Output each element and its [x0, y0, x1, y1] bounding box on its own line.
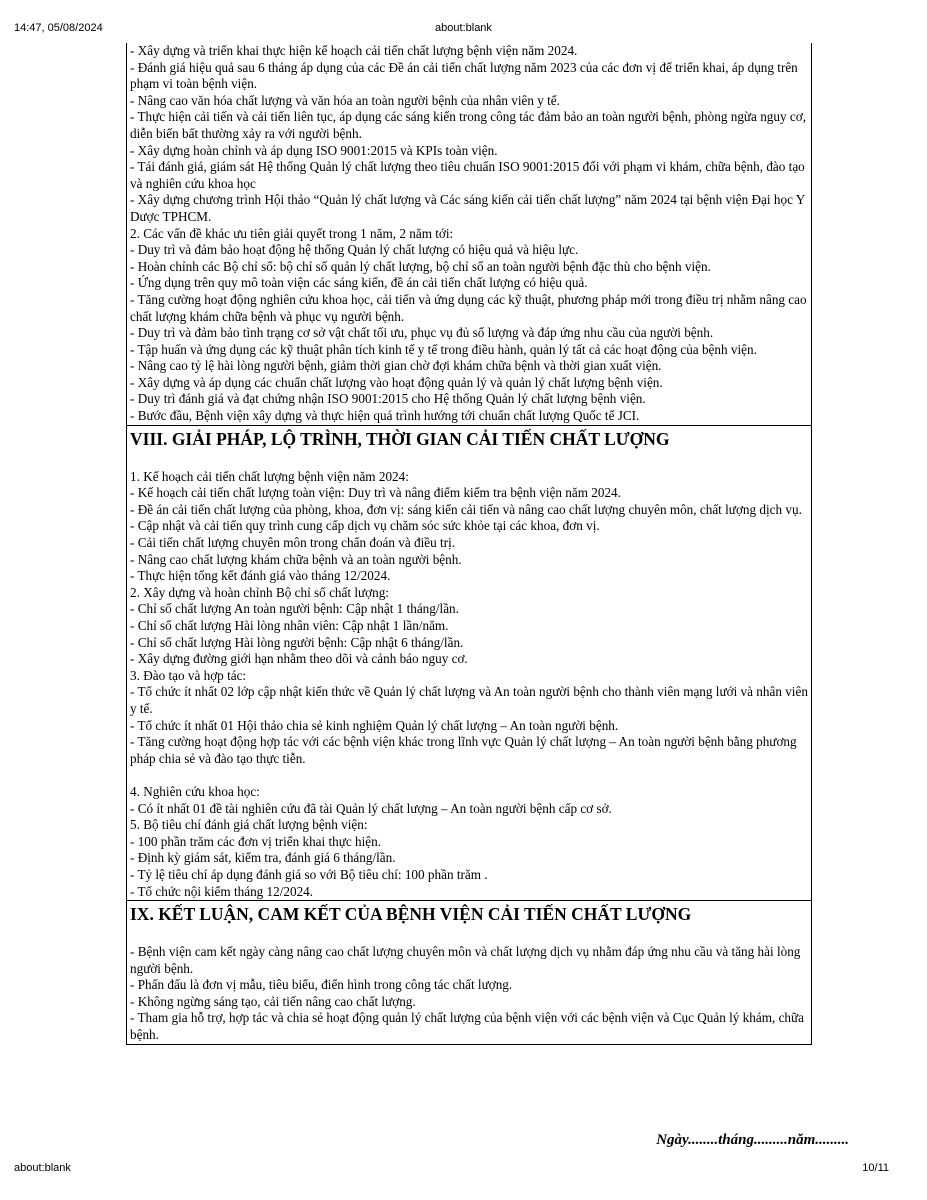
text-line: - Xây dựng đường giới hạn nhằm theo dõi và cảnh báo nguy cơ. [130, 651, 468, 667]
text-line: - Xây dựng hoàn chỉnh và áp dụng ISO 9001:2015 và KPIs toàn viện. [130, 142, 498, 158]
print-datetime: 14:47, 05/08/2024 [14, 22, 103, 34]
text-line: - Tham gia hỗ trợ, hợp tác và chia sẻ hoạt động quản lý chất lượng của bệnh viện với các bệnh viện và Cục Quản lý khám, chữa bệnh. [130, 1010, 805, 1043]
page-number: 10/11 [862, 1162, 889, 1174]
section-8-content [126, 469, 812, 900]
text-line: - Tăng cường hoạt động hợp tác với các bệnh viện khác trong lĩnh vực Quản lý chất lượng – An toàn người bệnh bằng phương pháp chia sẻ và đào tạo thực tiễn. [130, 734, 797, 766]
text-line: - Cải tiến chất lượng chuyên môn trong chẩn đoán và điều trị. [130, 535, 456, 551]
text-line: - Kế hoạch cải tiến chất lượng toàn viện: Duy trì và nâng điểm kiểm tra bệnh viện năm 2024. [130, 485, 621, 501]
text-line: 1. Kế hoạch cải tiến chất lượng bệnh viện năm 2024: [130, 468, 409, 484]
text-line: - Xây dựng và triển khai thực hiện kế hoạch cải tiến chất lượng bệnh viện năm 2024. [130, 43, 578, 58]
text-line: - Bước đầu, Bệnh viện xây dựng và thực hiện quá trình hướng tới chuẩn chất lượng Quốc tế JCI. [130, 408, 640, 424]
text-line: 5. Bộ tiêu chí đánh giá chất lượng bệnh viện: [130, 817, 368, 833]
document-body [126, 43, 812, 1045]
text-line: - Chỉ số chất lượng Hài lòng nhân viên: Cập nhật 1 lần/năm. [130, 618, 449, 633]
signature-date-line: Ngày........tháng.........năm......... [656, 1132, 849, 1148]
section-9-content [126, 944, 812, 1045]
text-line: - Ứng dụng trên quy mô toàn viện các sáng kiến, đề án cải tiến chất lượng có hiệu quả. [130, 275, 588, 291]
text-line: - Tăng cường hoạt động nghiên cứu khoa học, cải tiến và ứng dụng các kỹ thuật, phương pháp mới trong điều trị nhằm nâng cao chất lượng khám chữa bệnh và phục vụ người bệnh. [130, 291, 807, 324]
blank-line [130, 767, 808, 784]
text-line: - Tỷ lệ tiêu chí áp dụng đánh giá so với Bộ tiêu chí: 100 phần trăm . [130, 866, 488, 882]
text-line: - Bệnh viện cam kết ngày càng nâng cao chất lượng chuyên môn và chất lượng dịch vụ nhằm đáp ứng nhu cầu và tăng hài lòng người bệnh. [130, 944, 801, 976]
text-line: - Có ít nhất 01 đề tài nghiên cứu đã tài Quản lý chất lượng – An toàn người bệnh cấp cơ sở. [130, 800, 612, 816]
text-line: - Nâng cao tỷ lệ hài lòng người bệnh, giảm thời gian chờ đợi khám chữa bệnh và thời gian xuất viện. [130, 358, 662, 374]
text-line: - Nâng cao văn hóa chất lượng và văn hóa an toàn người bệnh của nhân viên y tế. [130, 92, 560, 108]
text-line: - Tập huấn và ứng dụng các kỹ thuật phân tích kinh tế y tế trong điều hành, quản lý tất cả các hoạt động của bệnh viện. [130, 341, 757, 357]
text-line: - 100 phần trăm các đơn vị triển khai thực hiện. [130, 833, 382, 849]
text-line: - Phấn đấu là đơn vị mẫu, tiêu biểu, điển hình trong công tác chất lượng. [130, 977, 513, 993]
text-line: 3. Đào tạo và hợp tác: [130, 667, 247, 683]
text-line: - Tái đánh giá, giám sát Hệ thống Quản lý chất lượng theo tiêu chuẩn ISO 9001:2015 đối với phạm vi khám, chữa bệnh, đào tạo và nghiên cứu khoa học [130, 159, 805, 191]
text-line: - Tổ chức nội kiểm tháng 12/2024. [130, 883, 314, 899]
print-footer [0, 1162, 927, 1176]
text-line: 2. Xây dựng và hoàn chỉnh Bộ chỉ số chất lượng: [130, 584, 389, 600]
print-url: about:blank [14, 1162, 71, 1174]
text-line: - Thực hiện cải tiến và cải tiến liên tục, áp dụng các sáng kiến trong công tác đảm bảo an toàn người bệnh, phòng ngừa nguy cơ, diễn biến bất thường xảy ra với người bệnh. [130, 109, 807, 141]
text-line: 2. Các vấn đề khác ưu tiên giải quyết trong 1 năm, 2 năm tới: [130, 225, 454, 241]
text-line: - Xây dựng chương trình Hội thảo “Quản lý chất lượng và Các sáng kiến cải tiến chất lượng” năm 2024 tại bệnh viện Đại học Y Dược TPHCM. [130, 192, 805, 224]
text-line: - Nâng cao chất lượng khám chữa bệnh và an toàn người bệnh. [130, 551, 462, 567]
text-line: - Thực hiện tổng kết đánh giá vào tháng 12/2024. [130, 568, 391, 584]
text-line: - Tổ chức ít nhất 02 lớp cập nhật kiến thức về Quản lý chất lượng và An toàn người bệnh cho thành viên mạng lưới và nhân viên y tế. [130, 684, 808, 716]
text-line: - Định kỳ giám sát, kiểm tra, đánh giá 6 tháng/lần. [130, 850, 396, 866]
text-line: - Không ngừng sáng tạo, cải tiến nâng cao chất lượng. [130, 993, 416, 1009]
text-line: - Đề án cải tiến chất lượng của phòng, khoa, đơn vị: sáng kiến cải tiến và nâng cao chất lượng chuyên môn, chất lượng dịch vụ. [130, 501, 802, 517]
text-line: - Chỉ số chất lượng Hài lòng người bệnh: Cập nhật 6 tháng/lần. [130, 634, 464, 650]
section-8-heading: VIII. GIẢI PHÁP, LỘ TRÌNH, THỜI GIAN CẢI TIẾN CHẤT LƯỢNG [126, 425, 812, 469]
text-line: - Đánh giá hiệu quả sau 6 tháng áp dụng của các Đề án cải tiến chất lượng năm 2023 của các đơn vị để triển khai, áp dụng trên phạm vi toàn bệnh viện. [130, 59, 798, 92]
text-line: - Cập nhật và cải tiến quy trình cung cấp dịch vụ chăm sóc sức khỏe tại các khoa, đơn vị. [130, 518, 600, 534]
print-header [0, 22, 927, 36]
text-line: - Xây dựng và áp dụng các chuẩn chất lượng vào hoạt động quản lý và quản lý chất lượng bệnh viện. [130, 374, 663, 390]
text-line: - Chỉ số chất lượng An toàn người bệnh: Cập nhật 1 tháng/lần. [130, 601, 459, 617]
text-line: - Duy trì và đảm bảo tình trạng cơ sở vật chất tối ưu, phục vụ đủ số lượng và đáp ứng nhu cầu của người bệnh. [130, 325, 714, 341]
text-line: - Duy trì và đảm bảo hoạt động hệ thống Quản lý chất lượng có hiệu quả và hiệu lực. [130, 242, 579, 258]
print-title: about:blank [435, 22, 492, 34]
text-line: - Tổ chức ít nhất 01 Hội thảo chia sẻ kinh nghiệm Quản lý chất lượng – An toàn người bệnh. [130, 717, 619, 733]
text-line: - Duy trì đánh giá và đạt chứng nhận ISO 9001:2015 cho Hệ thống Quản lý chất lượng bệnh viện. [130, 391, 646, 407]
plan-continuation-block [126, 43, 812, 425]
text-line: 4. Nghiên cứu khoa học: [130, 783, 260, 799]
text-line: - Hoàn chỉnh các Bộ chỉ số: bộ chỉ số quản lý chất lượng, bộ chỉ số an toàn người bệnh đặc thù cho bệnh viện. [130, 258, 711, 274]
section-9-heading: IX. KẾT LUẬN, CAM KẾT CỦA BỆNH VIỆN CẢI TIẾN CHẤT LƯỢNG [126, 900, 812, 944]
